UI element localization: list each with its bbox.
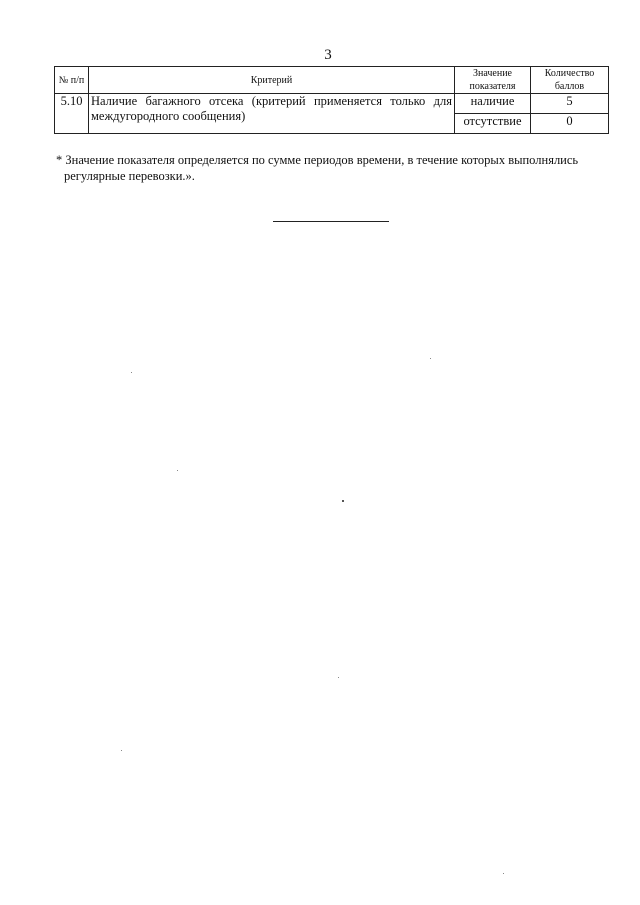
- scan-speck: [503, 873, 504, 874]
- option-score: 0: [531, 114, 609, 134]
- option-value: наличие: [455, 94, 531, 114]
- separator-line: [273, 221, 389, 222]
- scan-speck: [338, 677, 339, 678]
- scan-speck: [342, 500, 344, 502]
- table-row: [55, 94, 609, 114]
- footnote-line: * Значение показателя определяется по сумме периодов времени, в течение которых выполнялись: [56, 153, 579, 167]
- table-header-row: [55, 67, 609, 94]
- scan-speck: [131, 372, 132, 373]
- header-number: № п/п: [55, 67, 89, 94]
- option-value: отсутствие: [455, 114, 531, 134]
- page-number: 3: [324, 47, 332, 63]
- row-number: 5.10: [55, 94, 89, 134]
- criteria-table: [54, 66, 609, 134]
- row-criterion: Наличие багажного отсека (критерий применяется только для междугородного сообщения): [89, 94, 455, 134]
- option-score: 5: [531, 94, 609, 114]
- header-criterion: Критерий: [89, 67, 455, 94]
- table-body: [55, 94, 609, 134]
- table-header: [55, 67, 609, 94]
- header-score: Количество баллов: [531, 67, 609, 94]
- scan-speck: [177, 470, 178, 471]
- scan-speck: [121, 750, 122, 751]
- scan-speck: [430, 358, 431, 359]
- footnote-line: регулярные перевозки.».: [64, 169, 195, 183]
- header-indicator-value: Значение показателя: [455, 67, 531, 94]
- footnote: [56, 152, 616, 184]
